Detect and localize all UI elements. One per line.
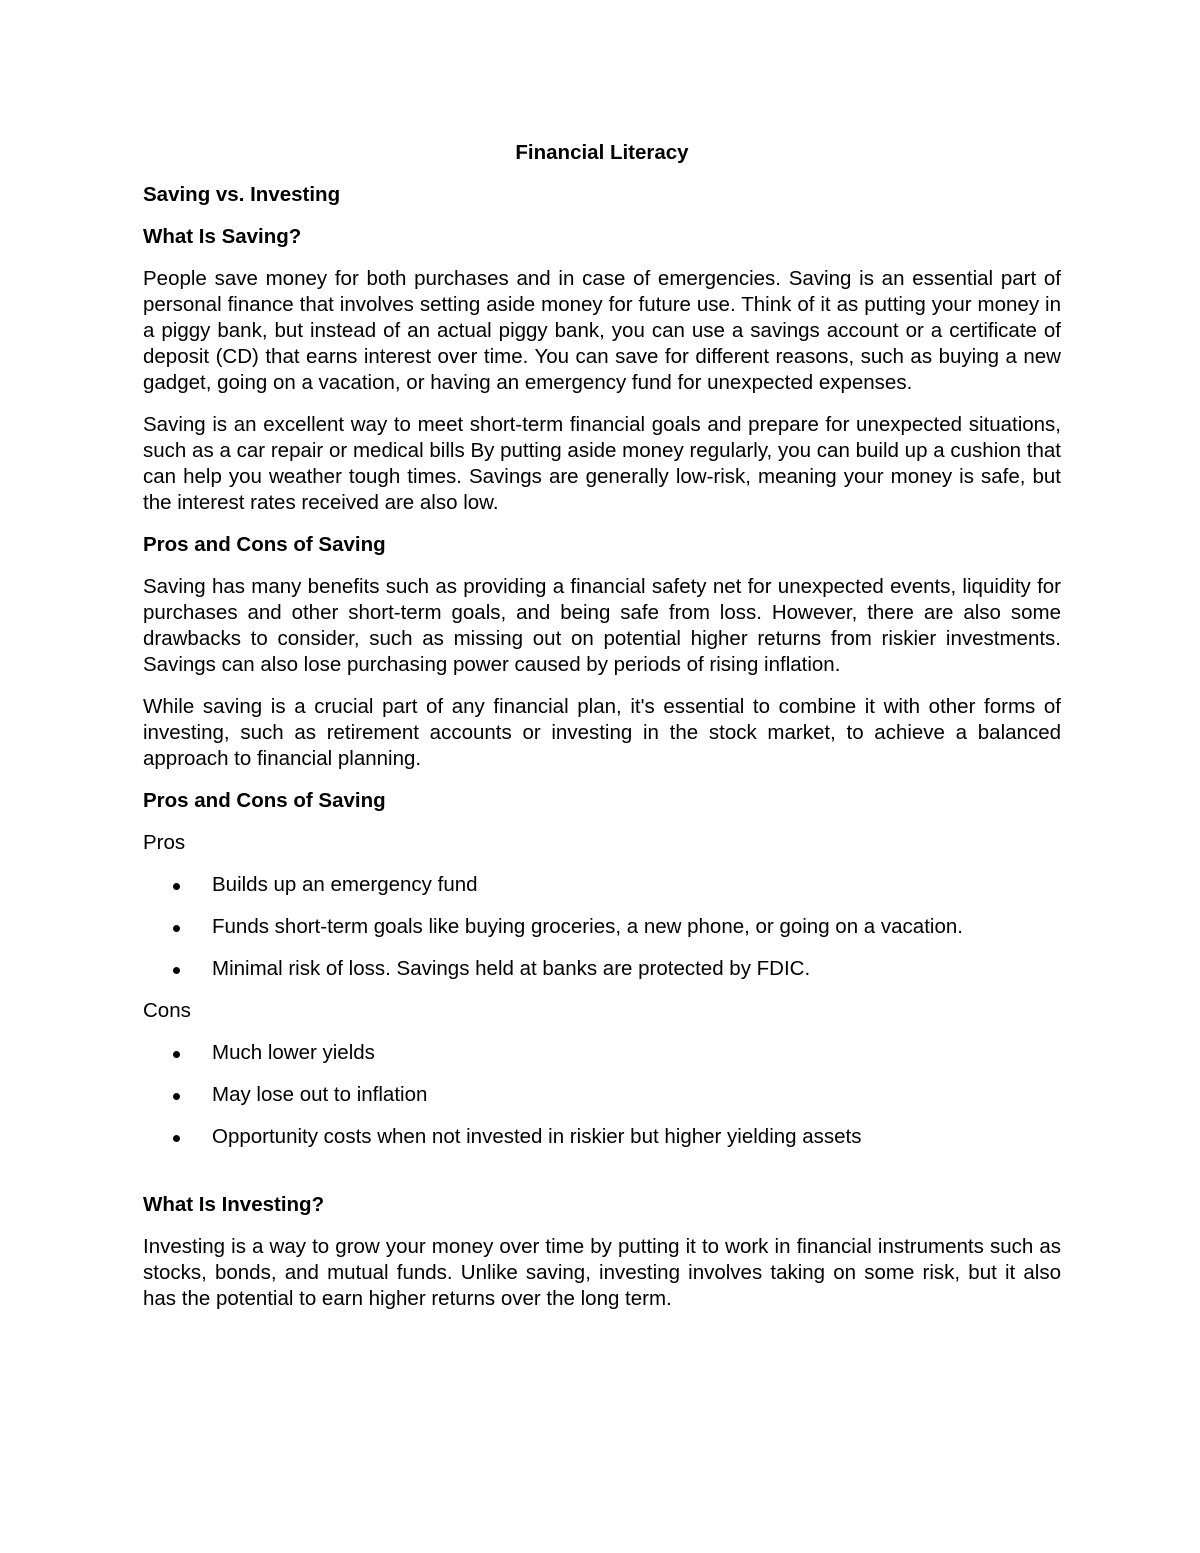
document-page: [143, 140, 1061, 1328]
bullet-icon: [173, 925, 180, 932]
investing-heading: What Is Investing?: [143, 1193, 325, 1216]
list-item: [143, 914, 1061, 940]
saving-paragraph-2: Saving is an excellent way to meet short-term financial goals and prepare for unexpected situations, such as a car repair or medical bills By putting aside money regularly, you can build up a cushion that can help you weather tough times. Savings are generally low-risk, meaning your money is safe, but the interest rates received are also low.: [143, 413, 1061, 514]
list-item-text: Funds short-term goals like buying groceries, a new phone, or going on a vacation.: [212, 915, 963, 938]
pros-cons-paragraph-1: Saving has many benefits such as providing a financial safety net for unexpected events, liquidity for purchases and other short-term goals, and being safe from loss. However, there are also some drawbacks to consider, such as missing out on potential higher returns from riskier investments. Savings can also lose purchasing power caused by periods of rising inflation.: [143, 575, 1061, 676]
saving-paragraph-1: People save money for both purchases and in case of emergencies. Saving is an essential part of personal finance that involves setting aside money for future use. Think of it as putting your money in a piggy bank, but instead of an actual piggy bank, you can use a savings account or a certificate of deposit (CD) that earns interest over time. You can save for different reasons, such as buying a new gadget, going on a vacation, or having an emergency fund for unexpected expenses.: [143, 267, 1061, 394]
pros-label: Pros: [143, 831, 186, 854]
list-item-text: Minimal risk of loss. Savings held at banks are protected by FDIC.: [212, 957, 811, 980]
saving-heading: What Is Saving?: [143, 225, 302, 248]
pros-cons-paragraph-2: While saving is a crucial part of any financial plan, it's essential to combine it with other forms of investing, such as retirement accounts or investing in the stock market, to achieve a balanced approach to financial planning.: [143, 695, 1061, 770]
list-item: [143, 956, 1061, 982]
list-item-text: May lose out to inflation: [212, 1083, 428, 1106]
list-item: [143, 1082, 1061, 1108]
blank-line: [143, 1166, 1061, 1192]
list-item-text: Opportunity costs when not invested in riskier but higher yielding assets: [212, 1125, 862, 1148]
section-heading: Saving vs. Investing: [143, 183, 341, 206]
bullet-icon: [173, 967, 180, 974]
cons-label: Cons: [143, 999, 191, 1022]
pros-list: [143, 872, 1061, 982]
list-item-text: Much lower yields: [212, 1041, 375, 1064]
bullet-icon: [173, 1135, 180, 1142]
document-title: Financial Literacy: [515, 141, 689, 164]
investing-paragraph: Investing is a way to grow your money over time by putting it to work in financial instruments such as stocks, bonds, and mutual funds. Unlike saving, investing involves taking on some risk, but it also has the potential to earn higher returns over the long term.: [143, 1235, 1061, 1310]
list-item: [143, 1124, 1061, 1150]
bullet-icon: [173, 1051, 180, 1058]
list-item: [143, 872, 1061, 898]
pros-cons-heading-1: Pros and Cons of Saving: [143, 533, 386, 556]
pros-cons-heading-2: Pros and Cons of Saving: [143, 789, 386, 812]
bullet-icon: [173, 1093, 180, 1100]
list-item-text: Builds up an emergency fund: [212, 873, 478, 896]
bullet-icon: [173, 883, 180, 890]
list-item: [143, 1040, 1061, 1066]
cons-list: [143, 1040, 1061, 1150]
